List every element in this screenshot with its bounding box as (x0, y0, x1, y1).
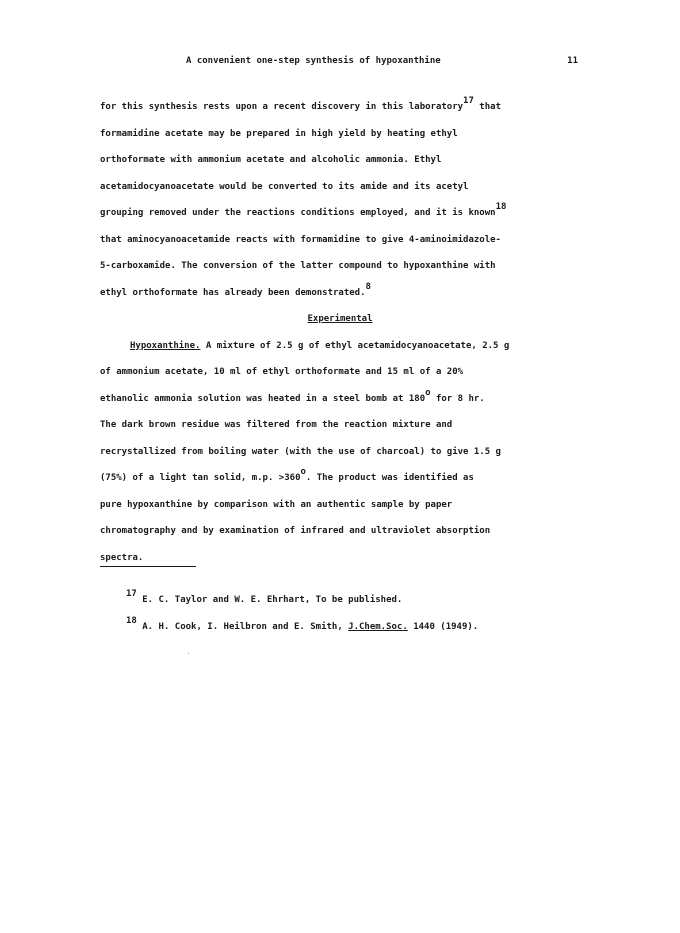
reference-8: 8 (365, 281, 371, 292)
running-title: A convenient one-step synthesis of hypoxanthine (186, 56, 441, 66)
text-line: of ammonium acetate, 10 ml of ethyl orthoformate and 15 ml of a 20% (100, 367, 464, 377)
footnote-divider (100, 566, 196, 567)
journal-name: J.Chem.Soc. (348, 621, 408, 632)
run-in-heading: Hypoxanthine. (130, 340, 201, 351)
reference-17: 17 (463, 96, 474, 106)
text-line: orthoformate with ammonium acetate and alcoholic ammonia. Ethyl (100, 155, 442, 165)
text-line: recrystallized from boiling water (with the use of charcoal) to give 1.5 g (100, 446, 501, 457)
text-line: spectra. (100, 552, 144, 563)
text-line: (75%) of a light tan solid, m.p. $>360^o$. The product was identified as (100, 467, 474, 483)
text-line: acetamidocyanoacetate would be converted to its amide and its acetyl (100, 181, 469, 192)
text-line: ethanolic ammonia solution was heated in a steel bomb at 180$^o$ for 8 hr. (100, 387, 485, 404)
text-line: ethyl orthoformate has already been demonstrated.$^8$ (100, 281, 371, 298)
text-line: formamidine acetate may be prepared in high yield by heating ethyl (100, 128, 458, 139)
page-number: 11 (567, 56, 578, 66)
main-text (100, 94, 580, 571)
text-line: grouping removed under the reactions conditions employed, and it is known$^{18}$ (100, 202, 507, 218)
text-line: that aminocyanoacetamide reacts with formamidine to give 4-aminoimidazole- (100, 234, 501, 245)
text-line: The dark brown residue was filtered from the reaction mixture and (100, 420, 453, 430)
degree-sign: o (300, 467, 306, 477)
footnotes (126, 588, 586, 641)
degree-sign: o (425, 387, 431, 398)
section-heading: Experimental (307, 314, 373, 324)
reference-18: 18 (495, 202, 507, 212)
text-line: chromatography and by examination of infrared and ultraviolet absorption (100, 526, 491, 536)
text-line: 5-carboxamide. The conversion of the latter compound to hypoxanthine with (100, 261, 496, 271)
scan-speck (188, 653, 189, 654)
text-line: Hypoxanthine. A mixture of 2.5 g of ethyl acetamidocyanoacetate, 2.5 g (130, 340, 510, 351)
footnote-17: $^{17}$ E. C. Taylor and W. E. Ehrhart, To be published. (126, 589, 403, 605)
footnote-18: $^{18}$ A. H. Cook, I. Heilbron and E. Smith, J.Chem.Soc. 1440 (1949). (126, 615, 479, 632)
text-line: for this synthesis rests upon a recent discovery in this laboratory$^{17}$ that (100, 96, 501, 112)
text-line: pure hypoxanthine by comparison with an authentic sample by paper (100, 499, 453, 510)
